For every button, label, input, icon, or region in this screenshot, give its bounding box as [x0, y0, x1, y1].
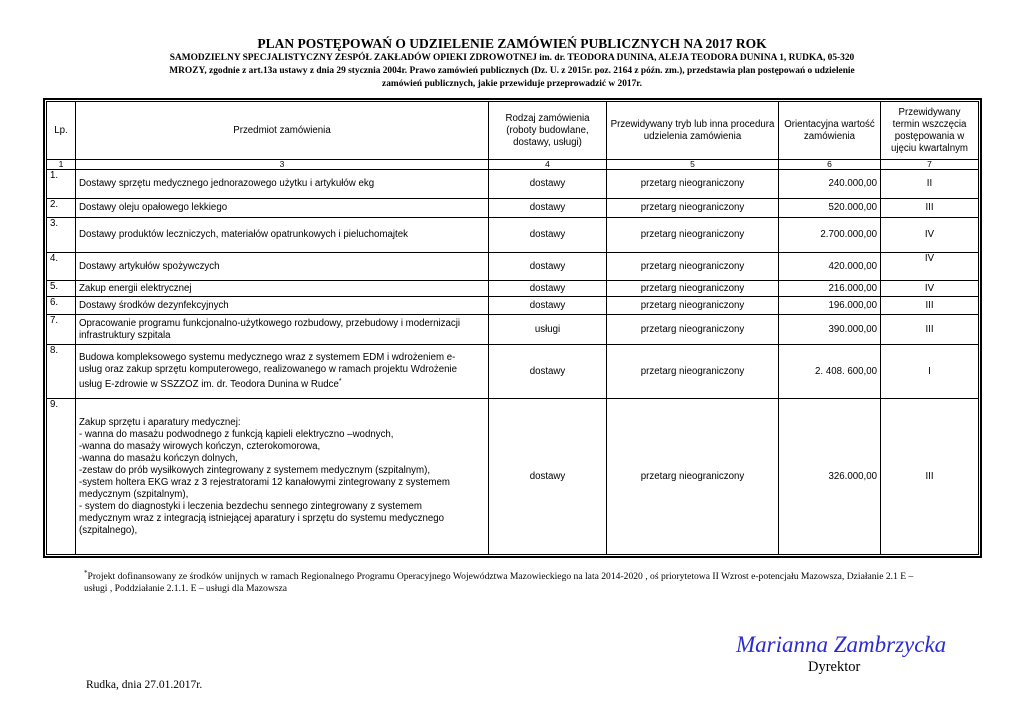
- signature: Marianna Zambrzycka: [736, 632, 947, 657]
- row-lp: 2.: [47, 199, 76, 218]
- row-subject: [76, 297, 489, 315]
- table-row: [47, 297, 979, 315]
- row-subject: [76, 253, 489, 281]
- row-lp: 7.: [47, 315, 76, 345]
- subject-line: Zakup sprzętu i aparatury medycznej:: [79, 416, 241, 428]
- subject-line-text: usług E-zdrowie w SSZZOZ im. dr. Teodora Dunina w Rudce: [79, 379, 339, 391]
- subject-line: -system holtera EKG wraz z 3 rejestratorami 12 kanałowymi zintegrowany z systemem: [79, 476, 450, 488]
- footnote-marker: *: [338, 377, 342, 385]
- column-number: 3: [76, 160, 489, 170]
- row-type: dostawy: [489, 218, 607, 253]
- document-header: [60, 36, 964, 91]
- row-term: IV: [881, 253, 979, 281]
- subject-line: Dostawy środków dezynfekcyjnych: [79, 299, 229, 311]
- row-subject: [76, 199, 489, 218]
- subject-line: Dostawy sprzętu medycznego jednorazowego użytku i artykułów ekg: [79, 178, 375, 189]
- row-term: I: [881, 345, 979, 399]
- date-line: Rudka, dnia 27.01.2017r.: [86, 679, 203, 691]
- column-header-term: Przewidywany termin wszczęcia postępowania w ujęciu kwartalnym: [881, 102, 979, 160]
- row-value: 196.000,00: [779, 297, 881, 315]
- table-row: [47, 315, 979, 345]
- row-mode: przetarg nieograniczony: [607, 315, 779, 345]
- subject-line: Dostawy artykułów spożywczych: [79, 260, 220, 272]
- subject-line: Opracowanie programu funkcjonalno-użytkowego rozbudowy, przebudowy i modernizacji: [79, 317, 461, 329]
- row-subject: [76, 315, 489, 345]
- row-value: 216.000,00: [779, 281, 881, 297]
- row-subject: [76, 170, 489, 199]
- subject-line: [79, 376, 485, 391]
- intro-line: MROZY, zgodnie z art.13a ustawy z dnia 29 stycznia 2004r. Prawo zamówień publicznych (Dz. U. z 2015r. poz. 2164 z późn. zm.), przedstawia plan postępowań o udzielenie: [169, 66, 855, 76]
- table-row: [47, 170, 979, 199]
- subject-line: - system do diagnostyki i leczenia bezdechu sennego zintegrowany z systemem: [79, 500, 423, 512]
- document-intro: [60, 52, 964, 91]
- row-lp: 1.: [47, 170, 76, 199]
- table-row: [47, 399, 979, 555]
- column-number: 1: [47, 160, 76, 170]
- row-term: III: [881, 399, 979, 555]
- row-term: III: [881, 199, 979, 218]
- column-header-value: Orientacyjna wartość zamówienia: [779, 102, 881, 160]
- subject-line: Budowa kompleksowego systemu medycznego wraz z systemem EDM i wdrożeniem e-: [79, 351, 456, 363]
- table-row: [47, 199, 979, 218]
- intro-line: SAMODZIELNY SPECJALISTYCZNY ZESPÓŁ ZAKŁADÓW OPIEKI ZDROWOTNEJ im. dr. TEODORA DUNINA, ALEJA TEODORA DUNINA 1, RUDKA, 05-320: [169, 53, 855, 63]
- footnote: [84, 567, 964, 595]
- row-value: 2.700.000,00: [779, 218, 881, 253]
- column-number: 4: [489, 160, 607, 170]
- row-subject: [76, 218, 489, 253]
- footnote-line: usługi , Poddziałanie 2.1.1. E – usługi dla Mazowsza: [84, 583, 288, 595]
- table-row: [47, 345, 979, 399]
- row-term: IV: [881, 218, 979, 253]
- row-term: IV: [881, 281, 979, 297]
- column-number: 7: [881, 160, 979, 170]
- subject-line: Dostawy oleju opałowego lekkiego: [79, 202, 228, 213]
- row-subject: [76, 345, 489, 399]
- column-number: 5: [607, 160, 779, 170]
- document-title: PLAN POSTĘPOWAŃ O UDZIELENIE ZAMÓWIEŃ PUBLICZNYCH NA 2017 ROK: [257, 36, 767, 51]
- row-type: dostawy: [489, 170, 607, 199]
- row-type: dostawy: [489, 199, 607, 218]
- subject-line: Zakup energii elektrycznej: [79, 282, 192, 294]
- footnote-marker: *: [84, 569, 88, 577]
- row-type: dostawy: [489, 345, 607, 399]
- intro-line: zamówień publicznych, jakie przewiduje przeprowadzić w 2017r.: [382, 79, 642, 89]
- row-value: 240.000,00: [779, 170, 881, 199]
- row-value: 420.000,00: [779, 253, 881, 281]
- row-type: dostawy: [489, 253, 607, 281]
- row-type: dostawy: [489, 399, 607, 555]
- row-lp: 9.: [47, 399, 76, 555]
- row-mode: przetarg nieograniczony: [607, 253, 779, 281]
- procurement-plan-table: [46, 101, 979, 555]
- footnote-line: [84, 567, 964, 583]
- row-mode: przetarg nieograniczony: [607, 281, 779, 297]
- row-value: 390.000,00: [779, 315, 881, 345]
- subject-line: -wanna do masażu kończyn dolnych,: [79, 452, 238, 464]
- subject-line: medycznym wraz z integracją istniejącej aparatury i sprzętu do systemu medycznego: [79, 512, 445, 524]
- row-lp: 4.: [47, 253, 76, 281]
- row-lp: 8.: [47, 345, 76, 399]
- row-value: 2. 408. 600,00: [779, 345, 881, 399]
- row-mode: przetarg nieograniczony: [607, 345, 779, 399]
- signatory-position: Dyrektor: [808, 659, 861, 675]
- table-row: [47, 218, 979, 253]
- row-mode: przetarg nieograniczony: [607, 170, 779, 199]
- column-header-mode: Przewidywany tryb lub inna procedura udzielenia zamówienia: [607, 102, 779, 160]
- row-type: dostawy: [489, 281, 607, 297]
- column-header-lp: Lp.: [47, 102, 76, 160]
- row-term: III: [881, 315, 979, 345]
- column-header-type: Rodzaj zamówienia (roboty budowlane, dostawy, usługi): [489, 102, 607, 160]
- footnote-text: Projekt dofinansowany ze środków unijnych w ramach Regionalnego Programu Operacyjnego Województwa Mazowieckiego na lata 2014-2020 , oś priorytetowa II Wzrost e-potencjału Mazowsza, Działanie 2.1 E –: [87, 571, 914, 583]
- subject-line: usług oraz zakup sprzętu komputerowego, realizowanego w ramach projektu Wdrożenie: [79, 363, 458, 375]
- subject-line: - wanna do masażu podwodnego z funkcją kąpieli elektryczno –wodnych,: [79, 428, 394, 440]
- row-term: II: [881, 170, 979, 199]
- row-mode: przetarg nieograniczony: [607, 218, 779, 253]
- row-mode: przetarg nieograniczony: [607, 199, 779, 218]
- subject-line: Dostawy produktów leczniczych, materiałów opatrunkowych i pieluchomajtek: [79, 229, 408, 240]
- row-type: dostawy: [489, 297, 607, 315]
- subject-line: -zestaw do prób wysiłkowych zintegrowany z systemem medycznym (szpitalnym),: [79, 464, 431, 476]
- row-mode: przetarg nieograniczony: [607, 297, 779, 315]
- row-value: 520.000,00: [779, 199, 881, 218]
- row-lp: 3.: [47, 218, 76, 253]
- row-term: III: [881, 297, 979, 315]
- table-row: [47, 253, 979, 281]
- row-subject: [76, 399, 489, 555]
- subject-line: infrastruktury szpitala: [79, 329, 171, 341]
- table-row: [47, 281, 979, 297]
- row-value: 326.000,00: [779, 399, 881, 555]
- subject-line: -wanna do masaży wirowych kończyn, czterokomorowa,: [79, 440, 321, 452]
- row-type: usługi: [489, 315, 607, 345]
- subject-line: medycznym (szpitalnym),: [79, 488, 189, 500]
- column-number: 6: [779, 160, 881, 170]
- column-header-subject: Przedmiot zamówienia: [76, 102, 489, 160]
- row-subject: [76, 281, 489, 297]
- subject-line: (szpitalnego),: [79, 524, 138, 536]
- row-lp: 5.: [47, 281, 76, 297]
- row-mode: przetarg nieograniczony: [607, 399, 779, 555]
- row-lp: 6.: [47, 297, 76, 315]
